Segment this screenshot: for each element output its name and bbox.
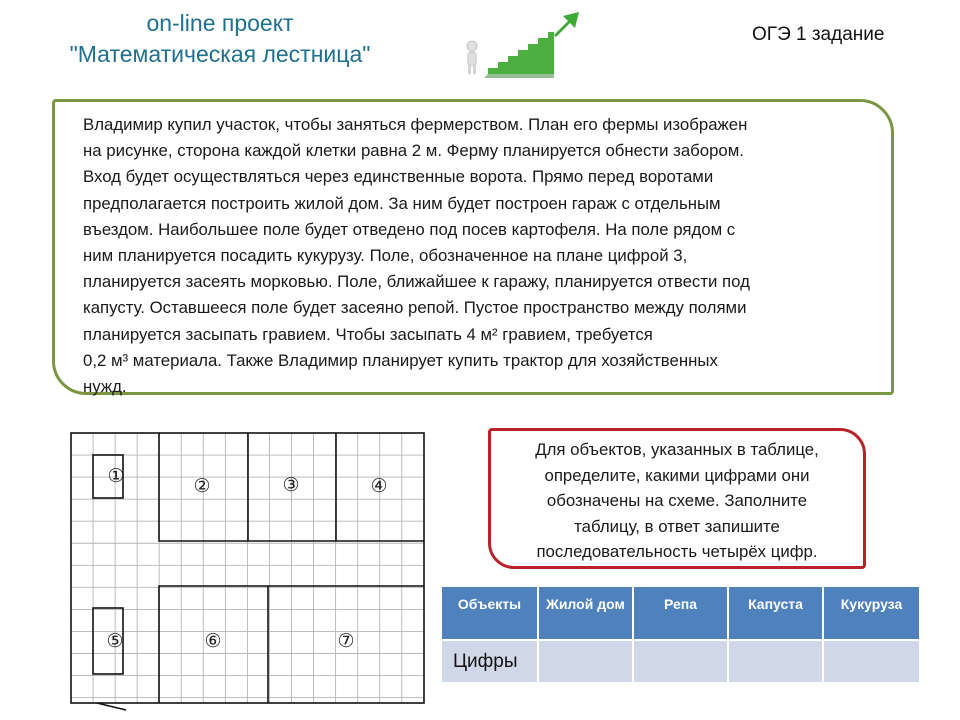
arrow-icon <box>554 12 579 37</box>
header-objects: Объекты <box>442 587 538 640</box>
problem-line: на рисунке, сторона каждой клетки равна 2 м. Ферму планируется обнести забором. <box>83 141 744 161</box>
task-label: ОГЭ 1 задание <box>752 24 885 45</box>
header-turnip: Репа <box>633 587 728 640</box>
instruction-line: таблицу, в ответ запишите <box>574 516 780 536</box>
problem-line: предполагается построить жилой дом. За ним будет построен гараж с отдельным <box>83 193 721 213</box>
problem-line: 0,2 м³ материала. Также Владимир планирует купить трактор для хозяйственных <box>83 350 718 370</box>
answer-cell-turnip[interactable] <box>633 640 728 682</box>
problem-line: планируется засыпать гравием. Чтобы засыпать 4 м² гравием, требуется <box>83 324 653 344</box>
person-icon <box>467 41 477 74</box>
problem-text-box <box>52 99 894 395</box>
header-house: Жилой дом <box>538 587 633 640</box>
instruction-line: Для объектов, указанных в таблице, <box>535 440 819 459</box>
answer-cell-house[interactable] <box>538 640 633 682</box>
plot-label-1: ① <box>107 465 125 487</box>
answer-cell-cabbage[interactable] <box>728 640 823 682</box>
answer-table <box>442 587 919 682</box>
plot-label-6: ⑥ <box>204 630 222 652</box>
plot-label-5: ⑤ <box>106 630 124 652</box>
problem-line: въездом. Наибольшее поле будет отведено под посев картофеля. На поле рядом с <box>83 219 736 239</box>
gate-line <box>97 703 126 710</box>
problem-line: нужд. <box>83 377 127 397</box>
plot-label-2: ② <box>193 475 211 497</box>
project-title-line2: "Математическая лестница" <box>69 41 371 67</box>
instruction-line: определите, какими цифрами они <box>544 465 810 485</box>
plot-label-3: ③ <box>282 474 300 496</box>
plot-label-7: ⑦ <box>337 630 355 652</box>
instruction-line: обозначены на схеме. Заполните <box>546 491 808 510</box>
instruction-box <box>488 428 866 569</box>
problem-line: планируется засеять морковью. Поле, ближайшее к гаражу, планируется отвести под <box>83 272 750 292</box>
table-row <box>442 640 919 682</box>
answer-cell-corn[interactable] <box>823 640 919 682</box>
project-title-line1: on-line проект <box>146 10 294 36</box>
farm-plan <box>68 430 428 720</box>
problem-line: ним планируется посадить кукурузу. Поле, обозначенное на плане цифрой 3, <box>83 246 688 266</box>
problem-line: капусту. Оставшееся поле будет засеяно репой. Пустое пространство между полями <box>83 298 747 318</box>
problem-line: Вход будет осуществляться через единственные ворота. Прямо перед воротами <box>83 167 714 187</box>
header-cabbage: Капуста <box>728 587 823 640</box>
plot-label-4: ④ <box>370 475 388 497</box>
problem-line: Владимир купил участок, чтобы заняться фермерством. План его фермы изображен <box>83 115 748 134</box>
instruction-line: последовательность четырёх цифр. <box>536 542 818 561</box>
header-corn: Кукуруза <box>823 587 919 640</box>
row-label-digits: Цифры <box>442 640 538 682</box>
stairs-icon <box>484 32 554 78</box>
table-header-row <box>442 587 919 640</box>
stairs-arrow-icon <box>462 8 582 78</box>
